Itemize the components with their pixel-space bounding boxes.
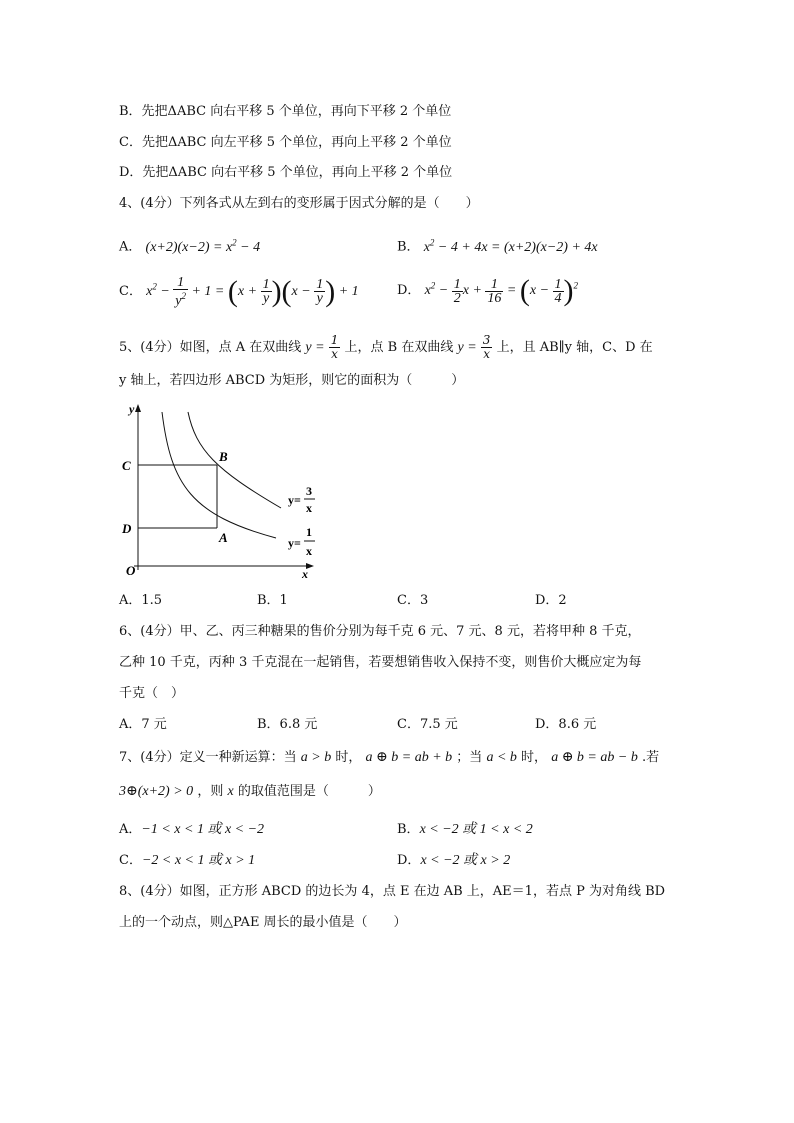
curve-y-3-over-x [188,412,281,508]
q4-option-d-label: D． [397,283,421,299]
q7-line1: 7、(4分）定义一种新运算：当 a > b 时， a ⊕ b = ab + b ；当 a < b 时， a ⊕ b = ab − b .若 [119,750,660,765]
q6-option-b: B．6.8 元 [257,717,318,732]
q7-line2: 3⊕(x+2) > 0 ，则 x 的取值范围是（ ） [119,784,381,799]
curve-1x-num: 1 [306,525,312,539]
q5-option-c: C．3 [397,593,429,608]
q6-option-d: D．8.6 元 [535,717,597,732]
q6-line3: 千克（ ） [119,686,185,701]
point-d-label: D [122,521,132,536]
hyperbola-graph [116,400,336,580]
q5-stem-line2: y 轴上，若四边形 ABCD 为矩形，则它的面积为（ ） [119,373,465,388]
curve-1x-den: x [306,544,312,558]
point-b-label: B [219,449,228,464]
curve-3x-eq-label: y= [288,493,301,507]
q3-option-b: B．先把ΔABC 向右平移 5 个单位，再向下平移 2 个单位 [119,104,452,119]
q5-stem-line1: 5、(4分）如图，点 A 在双曲线 y = $\frac{1}{x}$ 上，点 B 在双曲线 y = $\frac{3}{x}$ 上，且 AB∥y 轴，C、D 在 [119,333,653,361]
axis-x-label: x [302,567,308,580]
q4-option-c-label: C． [119,284,142,300]
q8-line2: 上的一个动点，则△PAE 周长的最小值是（ ） [119,915,407,930]
curve-y-1-over-x [162,412,276,538]
point-c-label: C [122,458,131,473]
q6-option-a: A．7 元 [119,717,167,732]
q4-option-d: D． $x^2$ − $\frac{1}{2}$ x + $\frac{1}{16}$ = (x − $\frac{1}{4}$ )$^2$ [397,274,579,307]
origin-label: O [126,563,136,578]
y-axis-arrow [135,404,141,412]
q4-option-b-label: B． [397,239,420,255]
q5-option-a: A．1.5 [119,593,163,608]
q7-option-d: D．x < −2 或 x > 2 [397,853,511,868]
q3-option-d: D．先把ΔABC 向右平移 5 个单位，再向上平移 2 个单位 [119,165,453,180]
q8-line1: 8、(4分）如图，正方形 ABCD 的边长为 4，点 E 在边 AB 上，AE＝1，若点 P 为对角线 BD [119,884,666,899]
q4-option-a: A． $(x+2)(x-2) = x^2 - 4$ [119,237,261,255]
point-a-label: A [219,530,228,545]
q4-option-c: C． $x^2$ − $\frac{1}{y^2}$ + 1 = (x + $\frac{1}{y}$ )(x − $\frac{1}{y}$ ) + 1 [119,274,359,309]
q6-option-c: C．7.5 元 [397,717,458,732]
axis-y-label: y [129,402,135,416]
q7-option-c: C．−2 < x < 1 或 x > 1 [119,853,256,868]
q4-stem: 4、(4分）下列各式从左到右的变形属于因式分解的是（ ） [119,196,479,211]
q4-option-a-label: A． [119,239,142,255]
q4-option-b: B． $x^2 - 4 + 4x = (x+2)(x-2) + 4x$ [397,237,598,255]
q5-option-b: B．1 [257,593,288,608]
q7-option-b: B．x < −2 或 1 < x < 2 [397,822,533,837]
q7-option-a: A．−1 < x < 1 或 x < −2 [119,822,265,837]
q5-option-d: D．2 [535,593,567,608]
curve-1x-eq-label: y= [288,536,301,550]
q3-option-c: C．先把ΔABC 向左平移 5 个单位，再向上平移 2 个单位 [119,135,452,150]
q6-line2: 乙种 10 千克，丙种 3 千克混在一起销售，若要想销售收入保持不变，则售价大概应定为每 [119,655,642,670]
q6-line1: 6、(4分）甲、乙、丙三种糖果的售价分别为每千克 6 元、7 元、8 元，若将甲种 8 千克， [119,624,641,639]
curve-3x-den: x [306,501,312,515]
curve-3x-num: 3 [306,484,312,498]
